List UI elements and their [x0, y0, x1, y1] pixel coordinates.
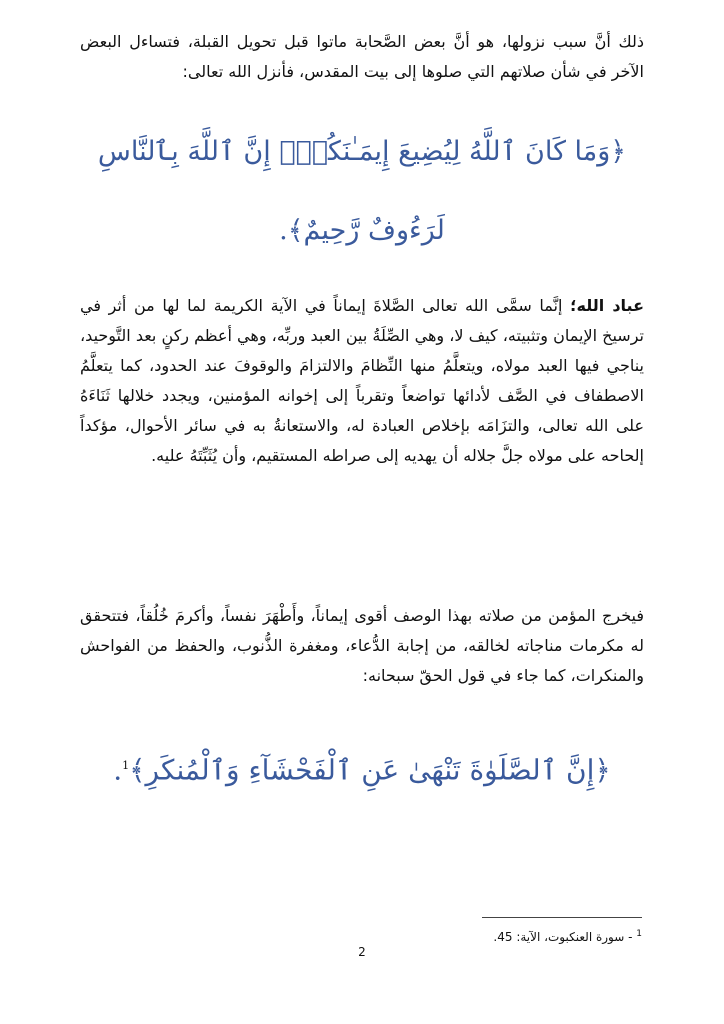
- paragraph-body: إنَّما سمَّى الله تعالى الصَّلاةَ إيماناً في الآية الكريمة لما لها من أثر في ترسيخ الإيمان وتثبيته، كيف لا، وهي الصِّلَةُ بين العبد وربِّه، وهي أعظم ركنٍ بعد التَّوحيد، يناجي فيها العبد مولاه، ويتعلَّمُ منها النِّظامَ والالتزامَ والوقوفَ عند الحدود، كما يتعلَّمُ الاصطفاف في الصَّف لأدائها تواضعاً وتقرباً إلى إخوانه المؤمنين، ويجدد خلالها ثَنَاءَهُ على الله تعالى، والتزَامَه بإخلاص العبادة له، والاستعانةُ به في سائر الأحوال، مؤكداً إلحاحه على مولاه جلَّ جلاله أن يهديه إلى صراطه المستقيم، وأن يُثَبِّتَهُ عليه.: [80, 296, 644, 465]
- quran-verse-1-line-1: ﴿وَمَا كَانَ ٱللَّهُ لِيُضِيعَ إِيمَـٰنَكُمْۚ إِنَّ ٱللَّهَ بِٱلنَّاسِ: [97, 136, 627, 167]
- quran-verse-1-line-2: لَرَءُوفٌ رَّحِيمٌ﴾.: [279, 215, 445, 246]
- quran-verse-2: [70, 748, 654, 788]
- footnote: [493, 926, 642, 945]
- paragraph-lead: عباد الله؛: [570, 296, 645, 315]
- footnote-text: - سورة العنكبوت، الآية: 45.: [493, 930, 637, 944]
- intro-paragraph: ذلك أنَّ سبب نزولها، هو أنَّ بعض الصَّحابة ماتوا قبل تحويل القبلة، فتساءل البعض الآخر في شأن صلاتهم التي صلوها إلى بيت المقدس، فأنزل الله تعالى:: [80, 32, 644, 81]
- footnote-reference[interactable]: 1: [122, 759, 130, 772]
- paragraph-outcome: فيخرج المؤمن من صلاته بهذا الوصف أقوى إيماناً، وأَطْهَرَ نفساً، وأكرمَ خُلُقاً، فتتحقق له مكرمات مناجاته لخالقه، من إجابة الدُّعاء، ومغفرة الذُّنوب، والحفظ من الفواحش والمنكرات، كما جاء في قول الحقّ سبحانه:: [80, 606, 644, 685]
- paragraph-worship: [80, 291, 644, 471]
- quran-verse-2-text: ﴿إِنَّ ٱلصَّلَوٰةَ تَنْهَىٰ عَنِ ٱلْفَحْشَآءِ وَٱلْمُنكَرِ﴾: [129, 753, 611, 787]
- footnote-divider: [482, 917, 642, 918]
- footnote-marker: 1: [636, 929, 642, 939]
- verse-2-trailing: .: [113, 753, 123, 787]
- page-number: 2: [358, 945, 366, 959]
